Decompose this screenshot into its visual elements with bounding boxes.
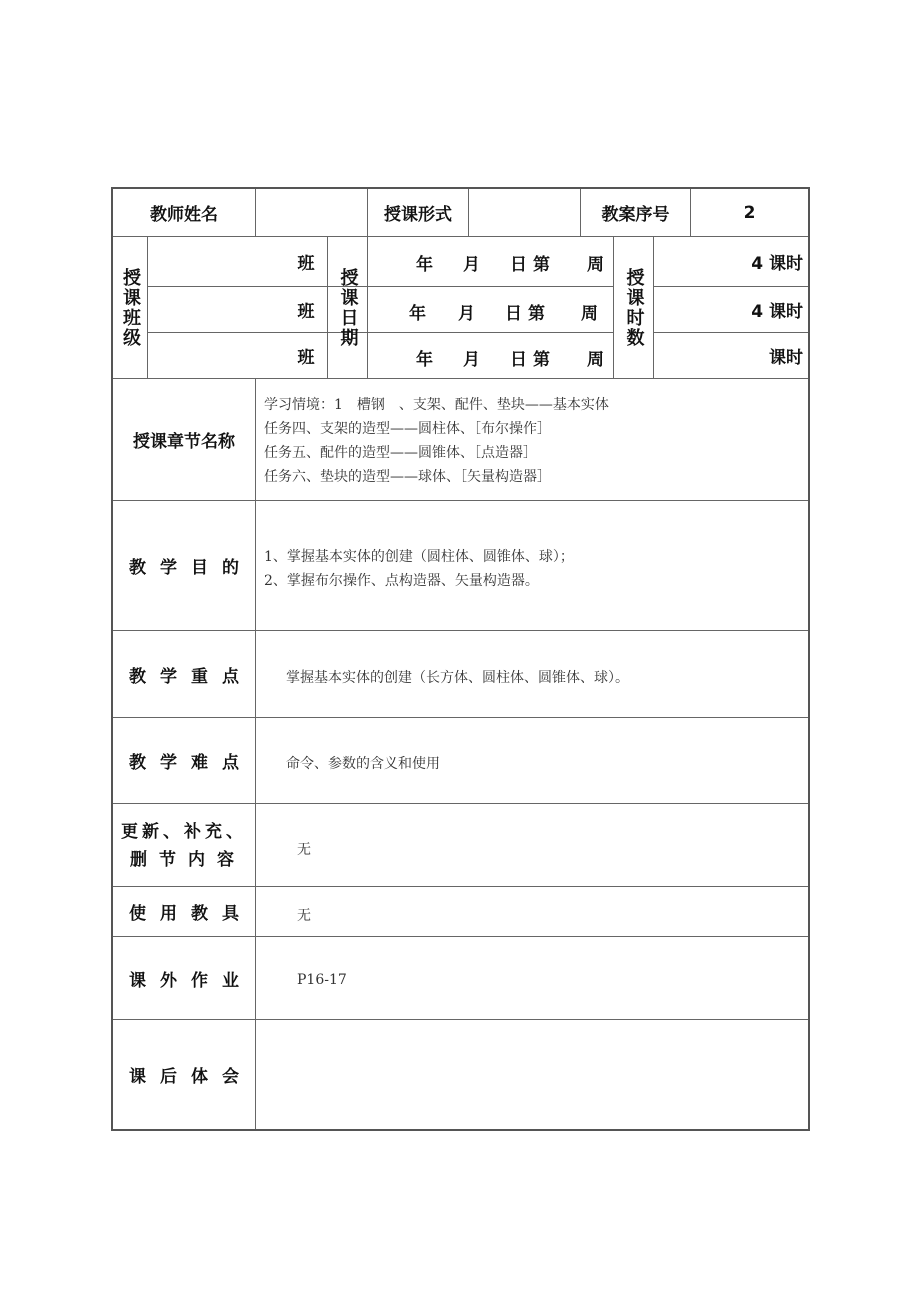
- month-label: 月: [458, 304, 475, 324]
- row-divider: [113, 803, 808, 804]
- month-label: 月: [463, 255, 480, 275]
- difficulties-label: 教学难点: [129, 753, 253, 773]
- class-suffix: 班: [297, 348, 315, 368]
- chapter-line: 任务五、配件的造型——圆锥体、［点造器］: [264, 445, 537, 461]
- week-label: 周: [581, 304, 598, 324]
- col-divider: [255, 378, 256, 1129]
- homework-text: P16-17: [297, 972, 347, 988]
- tools-label: 使用教具: [129, 904, 253, 924]
- year-label: 年: [416, 350, 433, 370]
- objective-line: 2、掌握布尔操作、点构造器、矢量构造器。: [264, 573, 539, 589]
- tools-text: 无: [297, 908, 311, 924]
- chapter-line: 任务四、支架的造型——圆柱体、［布尔操作］: [264, 421, 551, 437]
- hours-label: 授课时数: [623, 267, 645, 348]
- col-divider: [653, 236, 654, 378]
- week-label: 周: [587, 255, 604, 275]
- difficulties-text: 命令、参数的含义和使用: [286, 756, 440, 772]
- chapter-line: 学习情境：1 槽钢 、支架、配件、垫块——基本实体: [264, 397, 609, 413]
- updates-label-line2: 删节内容: [130, 849, 246, 870]
- lesson-seq-value: 2: [743, 202, 756, 223]
- hours-value: 4 课时: [751, 302, 803, 322]
- year-label: 年: [409, 304, 426, 324]
- key-points-label: 教学重点: [129, 666, 253, 687]
- updates-text: 无: [297, 842, 311, 858]
- reflection-label: 课后体会: [129, 1067, 253, 1087]
- week-label: 周: [587, 350, 604, 370]
- teaching-form-label: 授课形式: [384, 205, 452, 225]
- chapter-label: 授课章节名称: [133, 432, 235, 452]
- objective-line: 1、掌握基本实体的创建（圆柱体、圆锥体、球）；: [264, 549, 574, 565]
- hours-value: 4 课时: [751, 254, 803, 274]
- class-suffix: 班: [297, 302, 315, 322]
- day-week-label: 日第: [510, 350, 556, 370]
- teaching-form-value: [469, 189, 580, 236]
- date-label: 授课日期: [337, 267, 359, 348]
- row-divider: [367, 286, 613, 287]
- lesson-plan-table: [111, 187, 810, 1131]
- day-week-label: 日第: [510, 255, 556, 275]
- updates-label-line1: 更新、补充、: [121, 821, 247, 842]
- month-label: 月: [463, 350, 480, 370]
- teacher-name-value: [256, 189, 367, 236]
- class-suffix: 班: [297, 254, 315, 274]
- year-label: 年: [416, 255, 433, 275]
- hours-value: 课时: [769, 348, 803, 368]
- objectives-label: 教学目的: [129, 558, 253, 578]
- chapter-line: 任务六、垫块的造型——球体、［矢量构造器］: [264, 469, 551, 485]
- teacher-name-label: 教师姓名: [150, 205, 218, 225]
- key-points-text: 掌握基本实体的创建（长方体、圆柱体、圆锥体、球）。: [286, 670, 629, 686]
- col-divider: [147, 236, 148, 378]
- row-divider: [367, 332, 613, 333]
- class-label: 授课班级: [120, 267, 141, 348]
- col-divider: [367, 236, 368, 378]
- day-week-label: 日第: [505, 304, 551, 324]
- homework-label: 课外作业: [129, 970, 253, 991]
- lesson-seq-label: 教案序号: [601, 205, 670, 225]
